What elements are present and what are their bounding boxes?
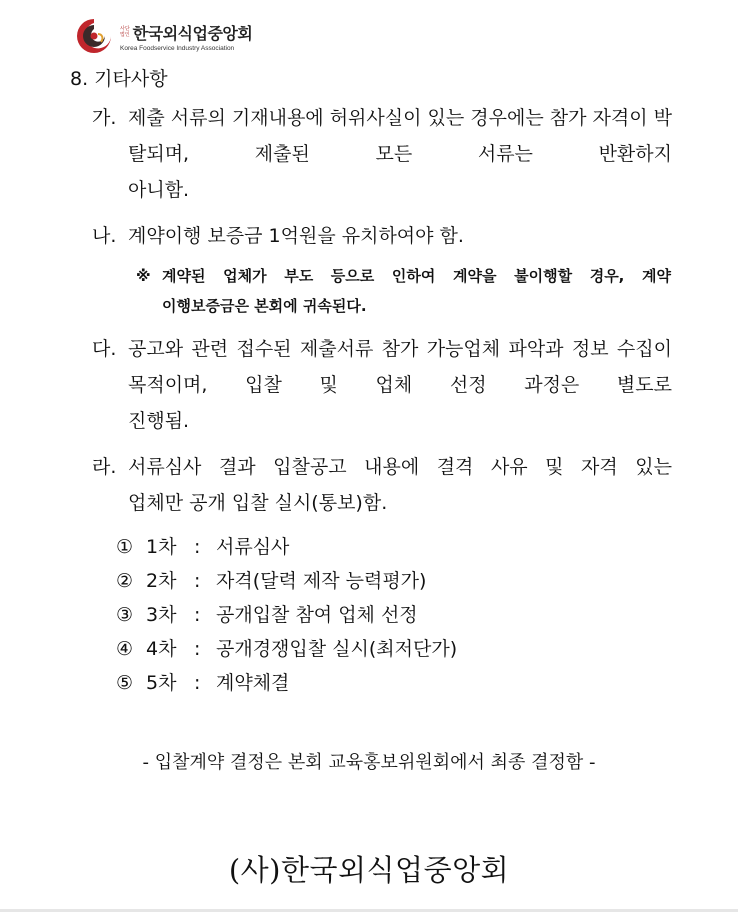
header: [74, 14, 252, 58]
step-desc: 공개경쟁입찰 실시(최저단가): [216, 638, 458, 660]
item-da: [92, 331, 672, 439]
step-desc: 공개입찰 참여 업체 선정: [216, 604, 418, 626]
step-number: ⑤: [116, 672, 134, 694]
logo-prefix-top: 사단: [120, 26, 130, 32]
item-marker: 다.: [92, 338, 117, 360]
closing-statement: - 입찰계약 결정은 본회 교육홍보위원회에서 최종 결정함 -: [142, 752, 596, 773]
step-4: [116, 632, 457, 666]
item-ga: [92, 100, 672, 208]
step-desc: 자격(달력 제작 능력평가): [216, 570, 427, 592]
item-text-last: 업체만 공개 입찰 실시(통보)함.: [128, 492, 388, 514]
step-label: 3차: [146, 604, 177, 626]
step-separator: :: [194, 570, 201, 592]
step-number: ④: [116, 638, 134, 660]
item-na: [92, 218, 672, 254]
step-label: 2차: [146, 570, 177, 592]
item-text: 공고와 관련 접수된 제출서류 참가 가능업체 파악과 정보 수집이 목적이며, 입찰 및 업체 선정 과정은 별도로: [128, 338, 672, 396]
step-2: [116, 564, 457, 598]
step-separator: :: [194, 638, 201, 660]
step-desc: 계약체결: [216, 672, 290, 694]
step-number: ③: [116, 604, 134, 626]
item-text: 계약이행 보증금 1억원을 유치하여야 함.: [128, 225, 464, 247]
step-label: 5차: [146, 672, 177, 694]
step-separator: :: [194, 536, 201, 558]
step-1: [116, 530, 457, 564]
step-desc: 서류심사: [216, 536, 290, 558]
note-text-last: 이행보증금은 본회에 귀속된다.: [162, 297, 367, 315]
step-number: ②: [116, 570, 134, 592]
step-number: ①: [116, 536, 134, 558]
item-ra: [92, 449, 672, 521]
step-3: [116, 598, 457, 632]
association-logo-icon: [74, 16, 114, 56]
item-text: 제출 서류의 기재내용에 허위사실이 있는 경우에는 참가 자격이 박탈되며, 제출된 모든 서류는 반환하지: [128, 107, 672, 165]
step-label: 4차: [146, 638, 177, 660]
note-marker: ※: [136, 267, 151, 285]
step-separator: :: [194, 604, 201, 626]
section-title: 8. 기타사항: [70, 68, 168, 90]
step-separator: :: [194, 672, 201, 694]
item-marker: 라.: [92, 456, 117, 478]
logo-prefix: [120, 26, 130, 38]
deposit-note: [136, 261, 671, 321]
org-name-en: Korea Foodservice Industry Association: [120, 44, 235, 52]
item-marker: 가.: [92, 107, 117, 129]
logo-prefix-bottom: 법인: [120, 32, 130, 38]
item-text: 서류심사 결과 입찰공고 내용에 결격 사유 및 자격 있는: [128, 456, 672, 478]
step-label: 1차: [146, 536, 177, 558]
footer-org-name: (사)한국외식업중앙회: [228, 853, 510, 887]
selection-steps: [116, 530, 457, 700]
logo-text: [120, 21, 252, 52]
item-text-last: 아니함.: [128, 179, 190, 201]
step-5: [116, 666, 457, 700]
org-name-kr: 한국외식업중앙회: [132, 23, 253, 43]
item-marker: 나.: [92, 225, 117, 247]
note-text: 계약된 업체가 부도 등으로 인하여 계약을 불이행할 경우, 계약: [162, 267, 671, 285]
item-text-last: 진행됨.: [128, 410, 190, 432]
